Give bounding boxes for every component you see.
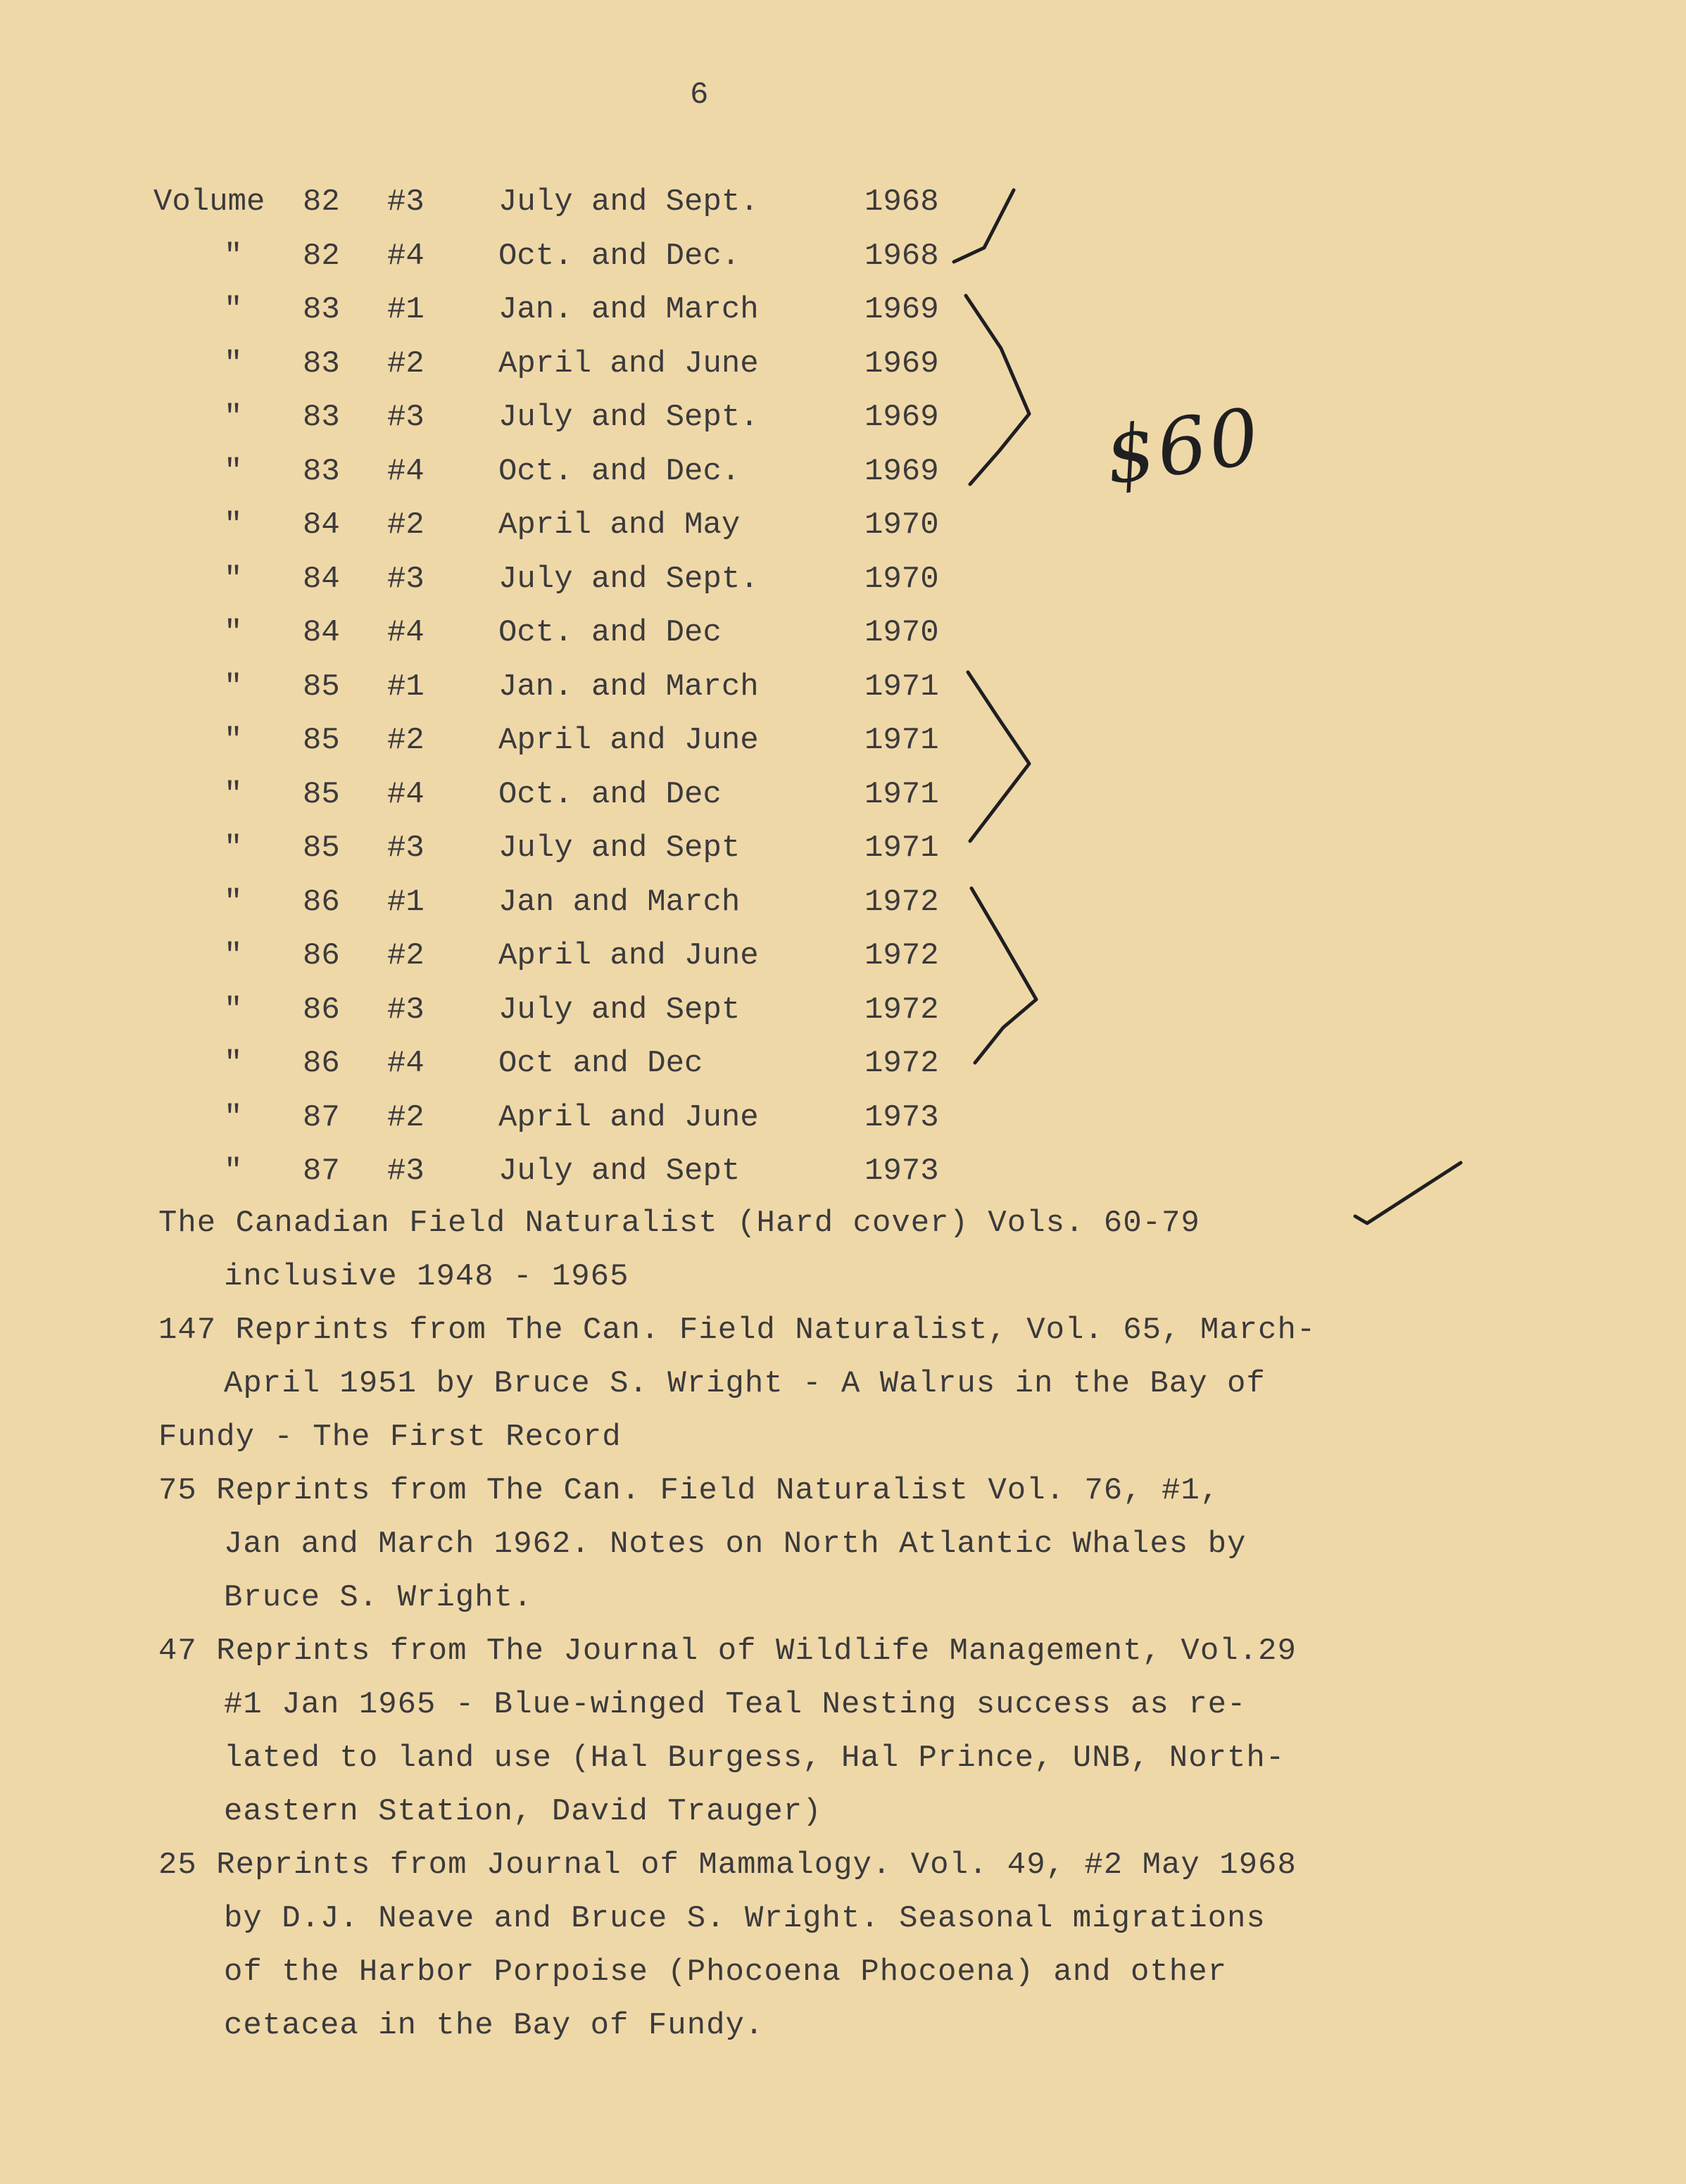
- volume-number: 84: [303, 507, 340, 543]
- entry-line: April 1951 by Bruce S. Wright - A Walrus in the Bay of: [224, 1366, 1266, 1401]
- issue-year: 1973: [864, 1154, 939, 1189]
- issue-year: 1969: [864, 400, 939, 435]
- volume-label: ": [224, 723, 243, 758]
- volume-number: 85: [303, 776, 340, 812]
- entry-line: The Canadian Field Naturalist (Hard cover) Vols. 60-79: [158, 1206, 1200, 1241]
- issue-months: July and Sept.: [498, 400, 759, 435]
- issue-months: Oct. and Dec: [498, 615, 722, 650]
- volume-number: 82: [303, 238, 340, 274]
- issue-year: 1971: [864, 776, 939, 812]
- issue-months: April and May: [498, 507, 741, 543]
- volume-label: ": [224, 831, 243, 866]
- volume-label: ": [224, 400, 243, 435]
- issue-months: Oct. and Dec.: [498, 453, 741, 489]
- brace-1972: [971, 888, 1036, 1063]
- entry-line: eastern Station, David Trauger): [224, 1794, 822, 1829]
- volume-label: ": [224, 292, 243, 327]
- issue-number: #4: [387, 453, 424, 489]
- issue-year: 1971: [864, 723, 939, 758]
- issue-number: #4: [387, 776, 424, 812]
- issue-number: #3: [387, 561, 424, 597]
- volume-number: 86: [303, 884, 340, 920]
- issue-months: April and June: [498, 1099, 759, 1135]
- issue-year: 1970: [864, 507, 939, 543]
- issue-months: Oct. and Dec: [498, 776, 722, 812]
- issue-number: #3: [387, 400, 424, 435]
- issue-months: April and June: [498, 938, 759, 973]
- issue-year: 1968: [864, 184, 939, 220]
- issue-number: #2: [387, 507, 424, 543]
- issue-months: Jan and March: [498, 884, 741, 920]
- check-mark-1968: [954, 190, 1014, 262]
- volume-label: ": [224, 561, 243, 597]
- issue-number: #3: [387, 831, 424, 866]
- issue-months: Oct and Dec: [498, 1046, 703, 1081]
- volume-label: Volume: [153, 184, 265, 220]
- check-mark-vols: [1355, 1163, 1461, 1223]
- entry-line: Jan and March 1962. Notes on North Atlantic Whales by: [224, 1527, 1247, 1562]
- issue-year: 1970: [864, 615, 939, 650]
- volume-number: 84: [303, 561, 340, 597]
- entry-line: inclusive 1948 - 1965: [224, 1259, 629, 1294]
- volume-label: ": [224, 938, 243, 973]
- volume-number: 87: [303, 1154, 340, 1189]
- issue-number: #2: [387, 723, 424, 758]
- volume-number: 85: [303, 723, 340, 758]
- issue-year: 1972: [864, 1046, 939, 1081]
- volume-label: ": [224, 1099, 243, 1135]
- issue-year: 1973: [864, 1099, 939, 1135]
- issue-number: #4: [387, 1046, 424, 1081]
- issue-year: 1971: [864, 831, 939, 866]
- issue-year: 1971: [864, 669, 939, 705]
- volume-label: ": [224, 992, 243, 1028]
- volume-label: ": [224, 615, 243, 650]
- issue-number: #2: [387, 1099, 424, 1135]
- issue-months: July and Sept.: [498, 561, 759, 597]
- volume-label: ": [224, 453, 243, 489]
- issue-number: #3: [387, 992, 424, 1028]
- volume-number: 82: [303, 184, 340, 220]
- volume-label: ": [224, 776, 243, 812]
- issue-number: #1: [387, 292, 424, 327]
- entry-line: of the Harbor Porpoise (Phocoena Phocoena) and other: [224, 1955, 1228, 1990]
- volume-label: ": [224, 507, 243, 543]
- volume-label: ": [224, 669, 243, 705]
- brace-1969: [966, 296, 1029, 484]
- brace-1971: [968, 672, 1029, 841]
- handwritten-price: $60: [1100, 391, 1267, 502]
- issue-months: Jan. and March: [498, 669, 759, 705]
- volume-number: 86: [303, 938, 340, 973]
- volume-label: ": [224, 238, 243, 274]
- entry-line: Bruce S. Wright.: [224, 1580, 533, 1615]
- volume-number: 83: [303, 453, 340, 489]
- issue-number: #4: [387, 615, 424, 650]
- volume-number: 85: [303, 831, 340, 866]
- issue-months: July and Sept: [498, 1154, 741, 1189]
- volume-number: 87: [303, 1099, 340, 1135]
- volume-label: ": [224, 346, 243, 381]
- volume-number: 86: [303, 992, 340, 1028]
- issue-months: April and June: [498, 723, 759, 758]
- page-number: 6: [690, 77, 709, 113]
- entry-line: lated to land use (Hal Burgess, Hal Prince, UNB, North-: [224, 1741, 1285, 1776]
- volume-number: 83: [303, 400, 340, 435]
- issue-year: 1972: [864, 992, 939, 1028]
- issue-number: #1: [387, 669, 424, 705]
- issue-number: #1: [387, 884, 424, 920]
- issue-year: 1969: [864, 346, 939, 381]
- entry-line: 75 Reprints from The Can. Field Naturalist Vol. 76, #1,: [158, 1473, 1220, 1508]
- issue-year: 1968: [864, 238, 939, 274]
- issue-number: #2: [387, 938, 424, 973]
- volume-number: 83: [303, 346, 340, 381]
- volume-label: ": [224, 1154, 243, 1189]
- entry-line: Fundy - The First Record: [158, 1420, 622, 1455]
- issue-year: 1970: [864, 561, 939, 597]
- issue-number: #3: [387, 1154, 424, 1189]
- entry-line: cetacea in the Bay of Fundy.: [224, 2008, 765, 2043]
- volume-number: 86: [303, 1046, 340, 1081]
- issue-year: 1969: [864, 292, 939, 327]
- issue-months: July and Sept.: [498, 184, 759, 220]
- issue-months: July and Sept: [498, 992, 741, 1028]
- entry-line: 47 Reprints from The Journal of Wildlife Management, Vol.29: [158, 1634, 1297, 1669]
- issue-year: 1972: [864, 938, 939, 973]
- entry-line: by D.J. Neave and Bruce S. Wright. Seasonal migrations: [224, 1901, 1266, 1936]
- issue-months: Jan. and March: [498, 292, 759, 327]
- volume-number: 84: [303, 615, 340, 650]
- entry-line: 25 Reprints from Journal of Mammalogy. Vol. 49, #2 May 1968: [158, 1848, 1297, 1883]
- volume-number: 85: [303, 669, 340, 705]
- entry-line: 147 Reprints from The Can. Field Naturalist, Vol. 65, March-: [158, 1313, 1316, 1348]
- issue-number: #3: [387, 184, 424, 220]
- entry-line: #1 Jan 1965 - Blue-winged Teal Nesting success as re-: [224, 1687, 1247, 1722]
- issue-year: 1972: [864, 884, 939, 920]
- issue-year: 1969: [864, 453, 939, 489]
- issue-months: April and June: [498, 346, 759, 381]
- issue-months: Oct. and Dec.: [498, 238, 741, 274]
- issue-number: #4: [387, 238, 424, 274]
- volume-label: ": [224, 884, 243, 920]
- volume-label: ": [224, 1046, 243, 1081]
- issue-months: July and Sept: [498, 831, 741, 866]
- issue-number: #2: [387, 346, 424, 381]
- volume-number: 83: [303, 292, 340, 327]
